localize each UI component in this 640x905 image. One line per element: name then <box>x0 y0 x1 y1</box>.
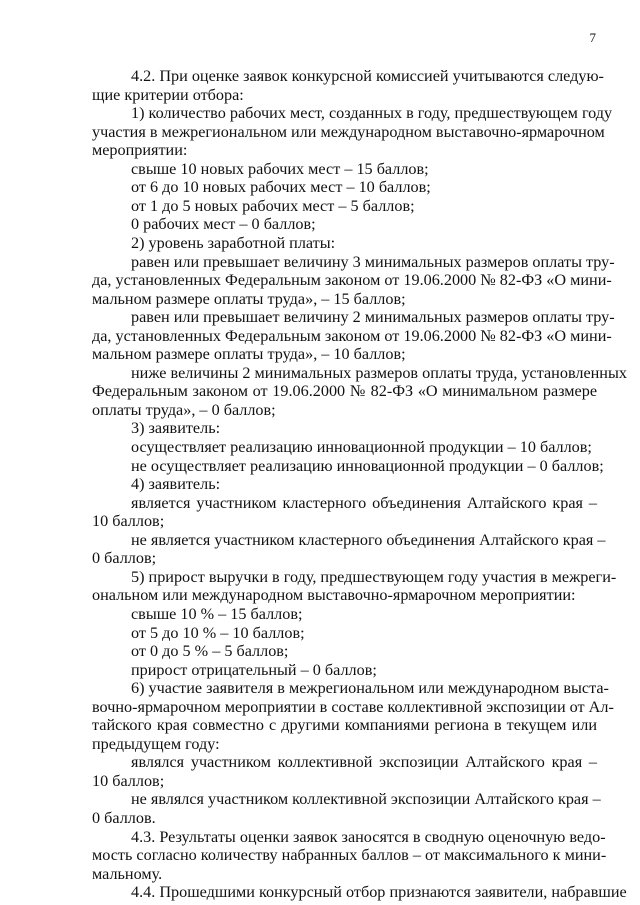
text-line: 4.4. Прошедшими конкурсный отбор признаются заявители, набравшие <box>131 883 627 902</box>
text-line: прирост отрицательный – 0 баллов; <box>131 660 377 679</box>
text-line: от 6 до 10 новых рабочих мест – 10 баллов; <box>131 178 431 197</box>
text-line: мероприятии: <box>92 141 188 160</box>
text-line: щие критерии отбора: <box>92 85 244 104</box>
text-line: свыше 10 новых рабочих мест – 15 баллов; <box>131 159 429 178</box>
text-line: 0 баллов; <box>92 549 157 568</box>
text-line: предыдущем году: <box>92 734 220 753</box>
text-line: 4.2. При оценке заявок конкурсной комиссией учитываются следую- <box>131 67 604 85</box>
text-line: осуществляет реализацию инновационной продукции – 10 баллов; <box>131 438 592 456</box>
text-line: 4.3. Результаты оценки заявок заносятся в сводную оценочную ведо- <box>131 827 606 846</box>
text-line: 5) прирост выручки в году, предшествующем году участия в межреги- <box>131 567 617 586</box>
text-line: 4) заявитель: <box>131 475 221 494</box>
text-line: являлся участником коллективной экспозиции Алтайского края – <box>131 753 597 772</box>
text-line: не является участником кластерного объединения Алтайского края – <box>131 530 606 549</box>
text-line: тайского края совместно с другими компаниями региона в текущем или <box>92 716 597 735</box>
text-line: не осуществляет реализацию инновационной продукции – 0 баллов; <box>131 456 604 475</box>
text-line: ниже величины 2 минимальных размеров оплаты труда, установленных <box>131 363 627 382</box>
page-number: 7 <box>589 30 596 45</box>
text-line: да, установленных Федеральным законом от 19.06.2000 № 82-ФЗ «О мини- <box>92 271 612 290</box>
text-line: равен или превышает величину 3 минимальных размеров оплаты тру- <box>131 252 615 271</box>
text-line: Федеральным законом от 19.06.2000 № 82-ФЗ «О минимальном размере <box>92 382 597 401</box>
text-line: мальному. <box>92 864 163 883</box>
text-line: да, установленных Федеральным законом от 19.06.2000 № 82-ФЗ «О мини- <box>92 326 612 345</box>
text-line: свыше 10 % – 15 баллов; <box>131 604 303 623</box>
text-line: от 1 до 5 новых рабочих мест – 5 баллов; <box>131 196 415 215</box>
text-line: не являлся участником коллективной экспозиции Алтайского края – <box>131 790 601 809</box>
text-line: 0 баллов. <box>92 809 156 827</box>
text-line: мальном размере оплаты труда», – 15 баллов; <box>92 289 406 308</box>
text-line: является участником кластерного объединения Алтайского края – <box>131 493 597 512</box>
text-line: ональном или международном выставочно-ярмарочном мероприятии: <box>92 586 576 605</box>
text-line: от 0 до 5 % – 5 баллов; <box>131 642 289 661</box>
text-line: вочно-ярмарочном мероприятии в составе коллективной экспозиции от Ал- <box>92 697 614 716</box>
text-line: равен или превышает величину 2 минимальных размеров оплаты тру- <box>131 308 615 327</box>
text-line: 3) заявитель: <box>131 419 221 438</box>
text-line: 10 баллов; <box>92 771 165 790</box>
text-line: мость согласно количеству набранных баллов – от максимального к мини- <box>92 846 607 865</box>
text-line: мальном размере оплаты труда», – 10 баллов; <box>92 345 406 364</box>
text-line: 0 рабочих мест – 0 баллов; <box>131 215 316 234</box>
text-line: оплаты труда», – 0 баллов; <box>92 400 276 419</box>
text-line: 10 баллов; <box>92 512 165 531</box>
text-line: от 5 до 10 % – 10 баллов; <box>131 623 305 642</box>
text-line: 1) количество рабочих мест, созданных в году, предшествующем году <box>131 104 613 123</box>
text-line: 2) уровень заработной платы: <box>131 233 336 252</box>
text-line: участия в межрегиональном или международном выставочно-ярмарочном <box>92 122 605 141</box>
text-line: 6) участие заявителя в межрегиональном или международном выста- <box>131 679 609 698</box>
